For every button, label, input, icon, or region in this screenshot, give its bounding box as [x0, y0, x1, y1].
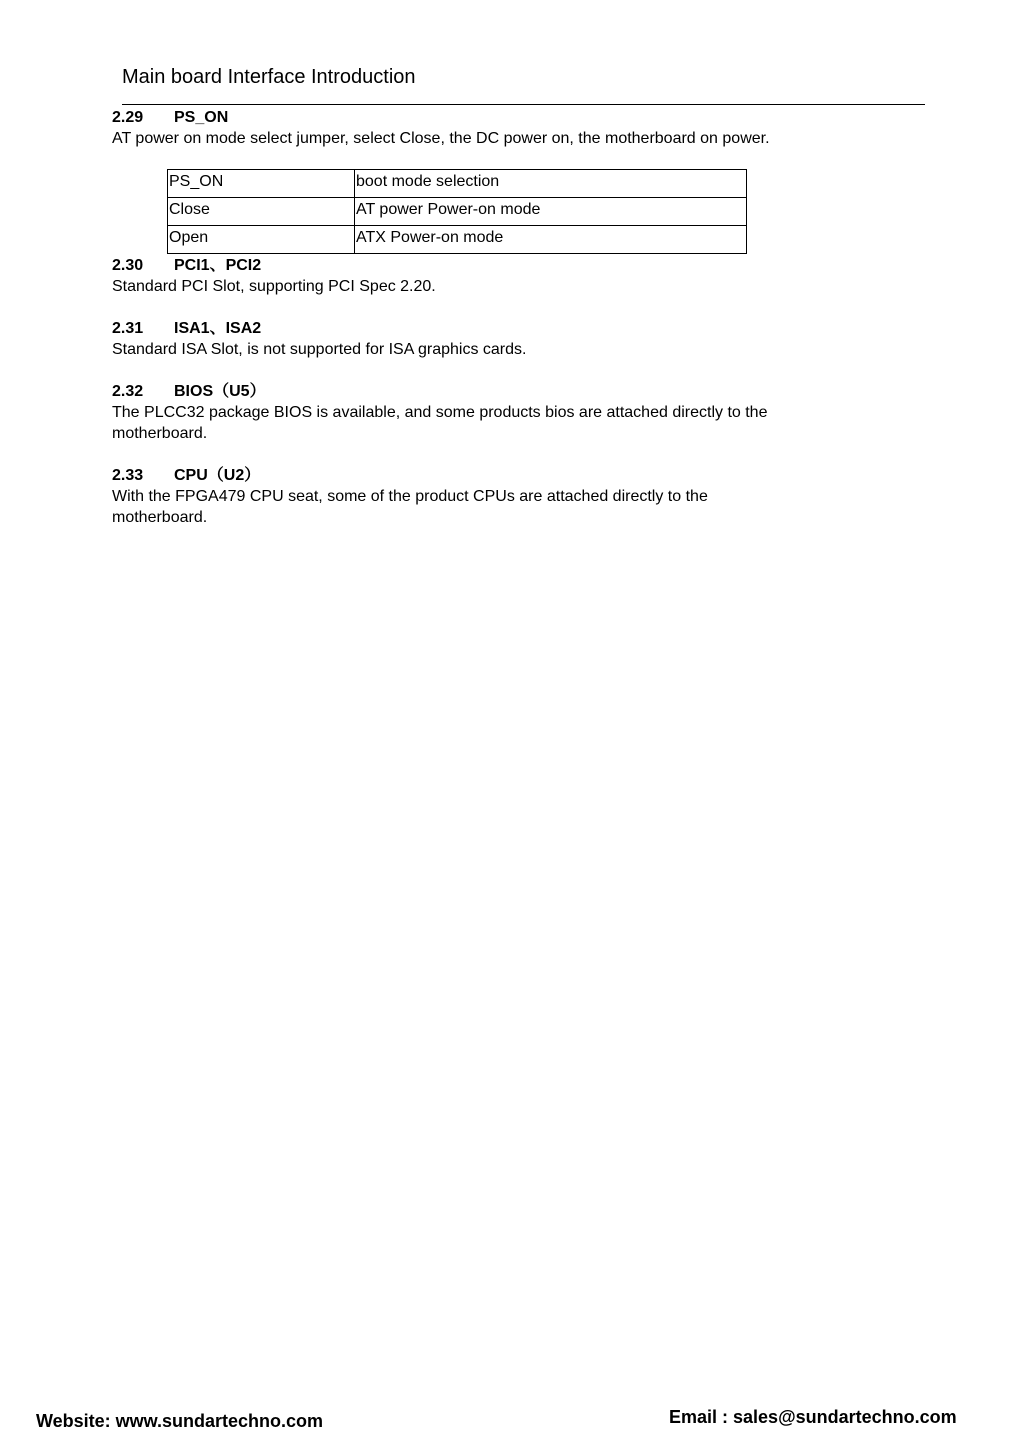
section-body-2-33-line2: motherboard.	[112, 509, 208, 526]
section-number: 2.30	[112, 257, 144, 274]
document-body	[112, 108, 912, 528]
header-divider	[122, 104, 925, 105]
section-title: CPU（U2）	[174, 467, 261, 484]
section-body-2-32-line2: motherboard.	[112, 425, 208, 442]
table-cell: ATX Power-on mode	[355, 226, 747, 254]
section-heading-2-30	[112, 256, 912, 276]
table-cell: PS_ON	[168, 170, 355, 198]
table-cell: Close	[168, 198, 355, 226]
section-title: BIOS（U5）	[174, 383, 266, 400]
section-title: PCI1、PCI2	[174, 257, 262, 274]
page-header-title: Main board Interface Introduction	[122, 66, 416, 88]
section-heading-2-33	[112, 466, 912, 486]
section-body-2-30: Standard PCI Slot, supporting PCI Spec 2.20.	[112, 278, 436, 295]
section-body-2-33-line1: With the FPGA479 CPU seat, some of the product CPUs are attached directly to the	[112, 488, 708, 505]
table-header-row	[168, 170, 747, 198]
table-cell: Open	[168, 226, 355, 254]
section-title: PS_ON	[174, 109, 229, 126]
table-row	[168, 226, 747, 254]
section-title: ISA1、ISA2	[174, 320, 262, 337]
footer-website: Website: www.sundartechno.com	[36, 1411, 324, 1431]
table-cell: AT power Power-on mode	[355, 198, 747, 226]
section-body-2-32-line1: The PLCC32 package BIOS is available, and some products bios are attached directly to the	[112, 404, 768, 421]
table-cell: boot mode selection	[355, 170, 747, 198]
section-number: 2.29	[112, 109, 144, 126]
ps-on-table	[167, 169, 747, 254]
section-heading-2-31	[112, 319, 912, 339]
section-number: 2.31	[112, 320, 144, 337]
section-number: 2.32	[112, 383, 144, 400]
section-heading-2-29	[112, 108, 912, 128]
section-body-2-31: Standard ISA Slot, is not supported for ISA graphics cards.	[112, 341, 527, 358]
table-row	[168, 198, 747, 226]
footer-email: Email : sales@sundartechno.com	[669, 1407, 957, 1427]
section-number: 2.33	[112, 467, 144, 484]
section-heading-2-32	[112, 382, 912, 402]
section-body-2-29: AT power on mode select jumper, select Close, the DC power on, the motherboard on power.	[112, 130, 770, 147]
